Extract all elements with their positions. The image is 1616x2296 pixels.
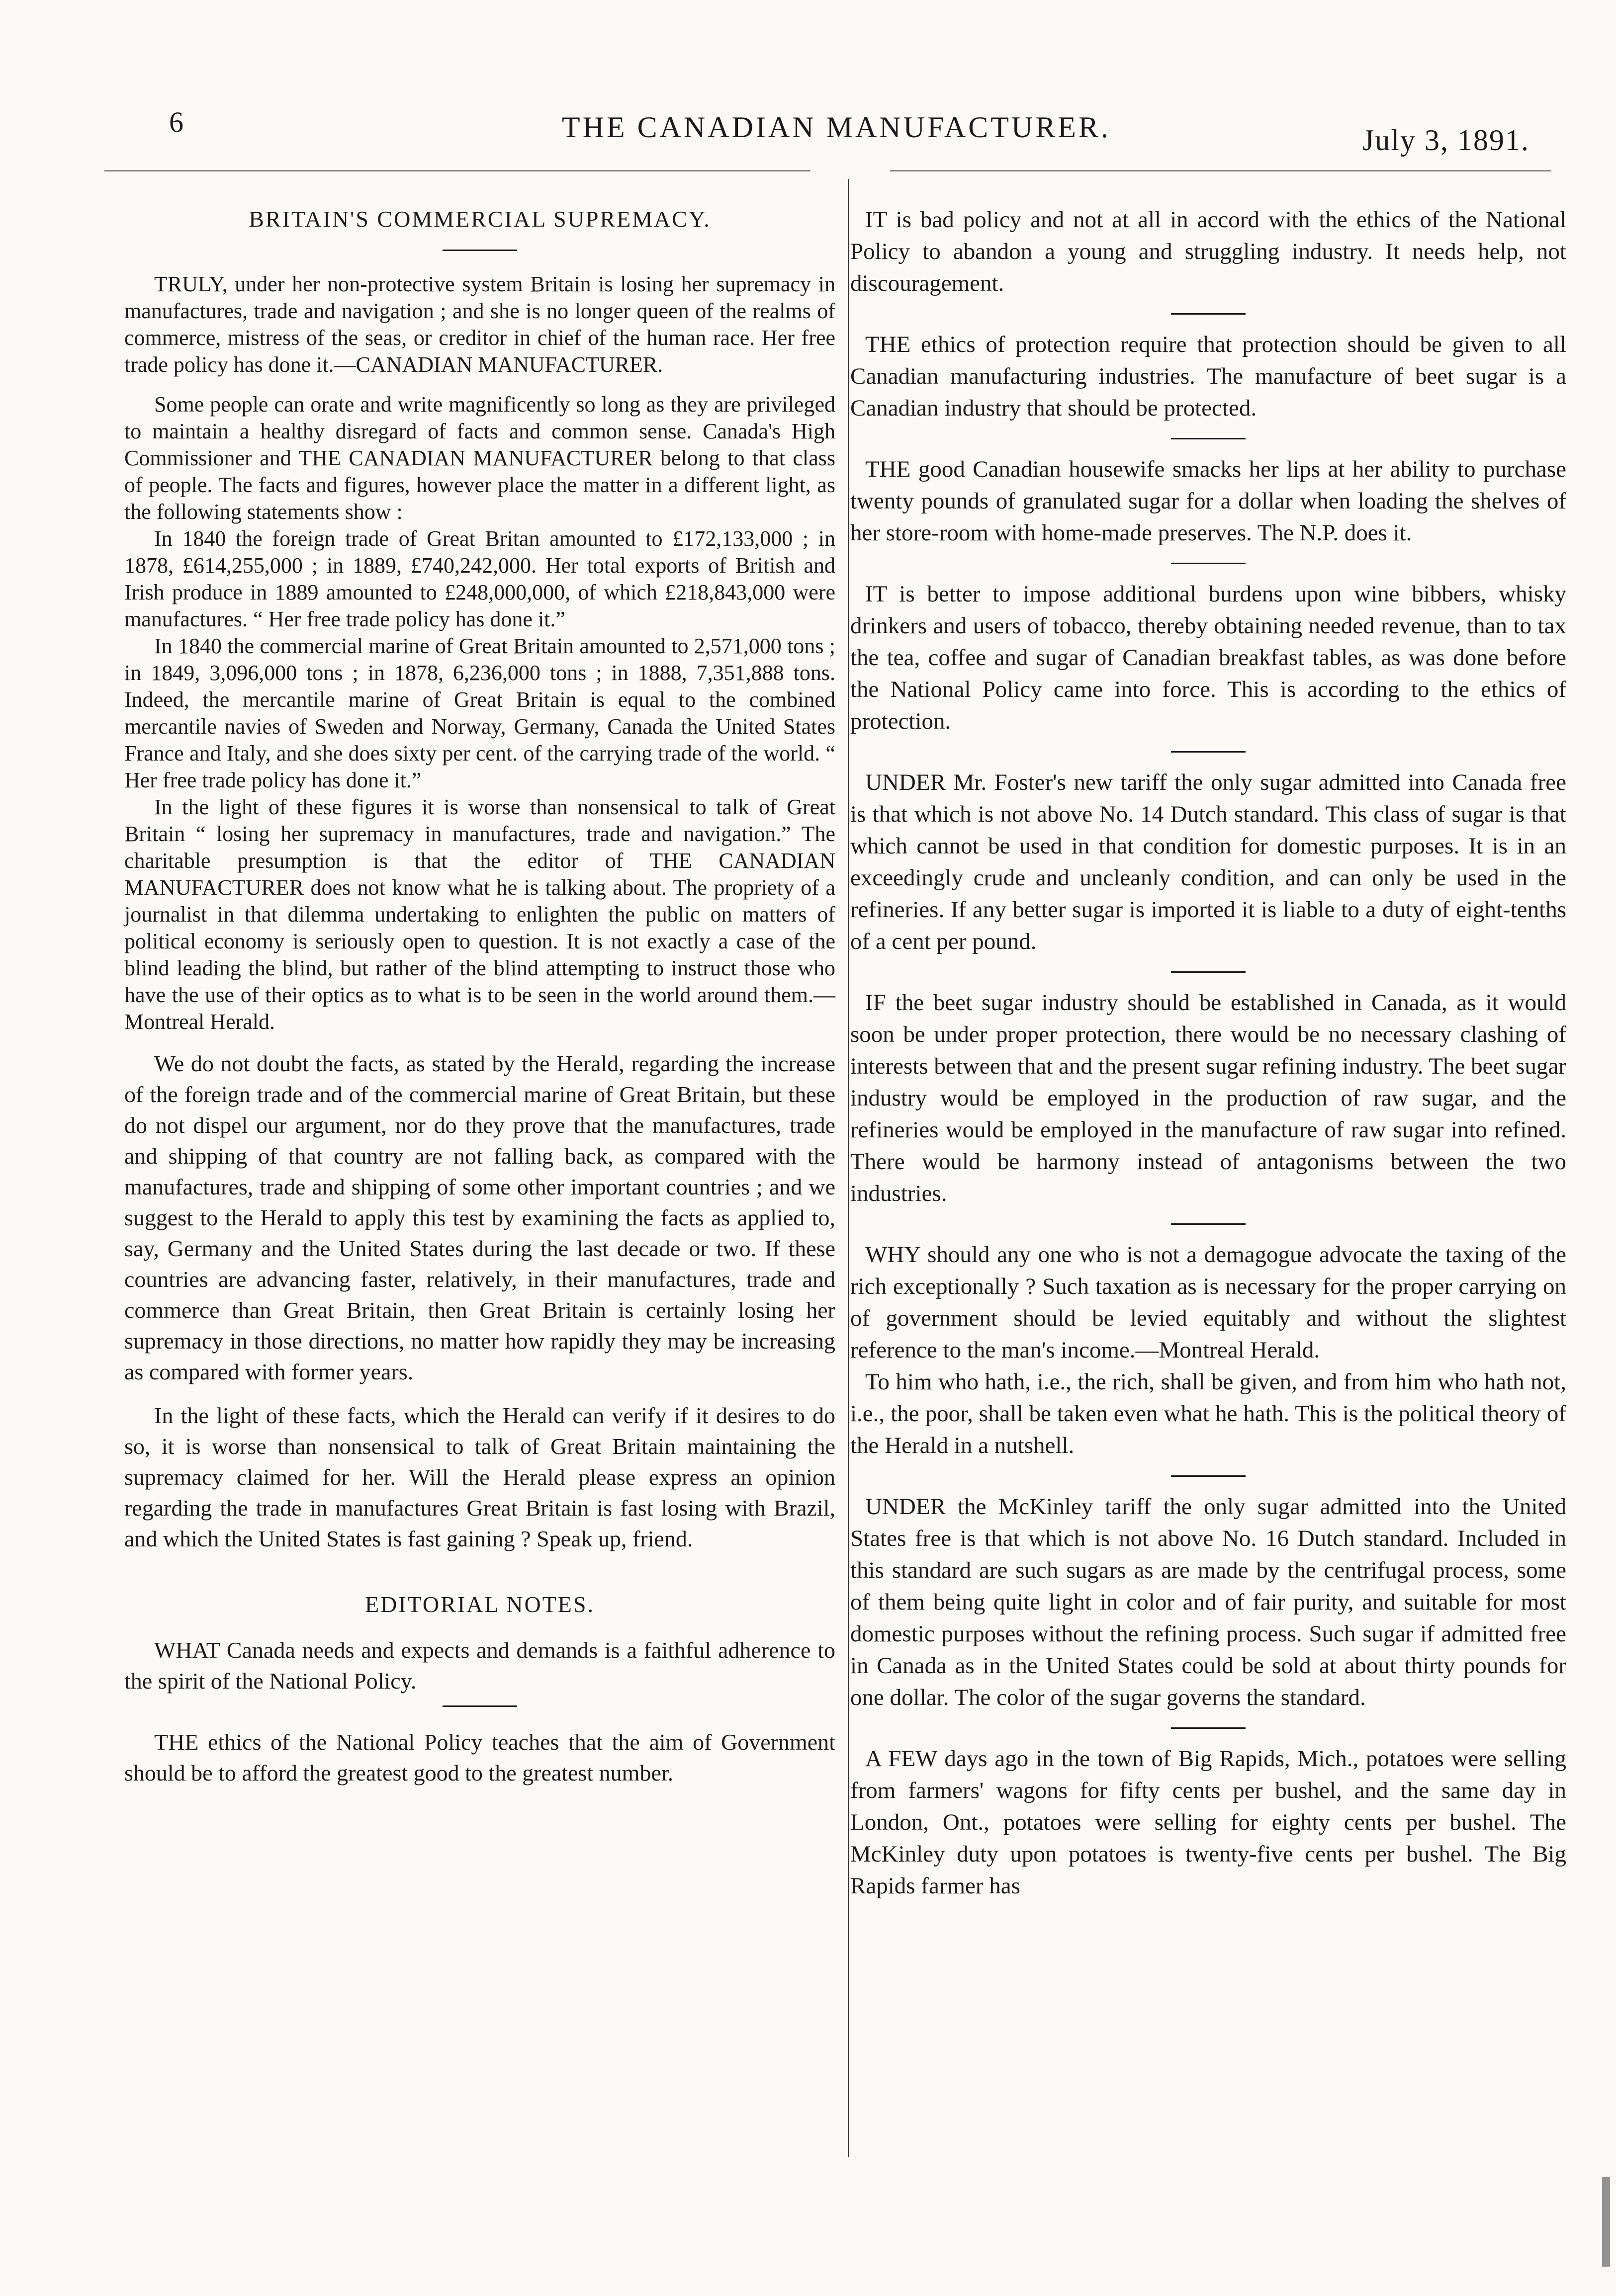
note-rule [1171, 751, 1246, 753]
editorial-note: IT is better to impose additional burdens upon wine bibbers, whisky drinkers and users of tobacco, thereby obtaining needed revenue, than to tax the tea, coffee and sugar of Canadian breakfast tables, as was done before the National Policy came into force. This is according to the ethics of protection. [850, 581, 1566, 734]
article-paragraph: In 1840 the foreign trade of Great Britan amounted to £172,133,000 ; in 1878, £614,255,000 ; in 1889, £740,242,000. Her total exports of British and Irish produce in 1889 amounted to £248,000,000, of which £218,843,000 were manufactures. “ Her free trade policy has done it.” [124, 526, 835, 631]
left-column [124, 199, 835, 1788]
note-rule [1171, 1223, 1246, 1225]
note-rule [1171, 1475, 1246, 1477]
issue-date: July 3, 1891. [1362, 124, 1530, 157]
article-paragraph: In the light of these figures it is worse than nonsensical to talk of Great Britain “ losing her supremacy in manufactures, trade and navigation.” The charitable presumption is that the editor of THE CANADIAN MANUFACTURER does not know what he is talking about. The propriety of a journalist in that dilemma undertaking to enlighten the public on matters of political economy is seriously open to question. It is not exactly a case of the blind leading the blind, but rather of the blind attempting to instruct those who have the use of their optics as to what is to be seen in the world around them.—Montreal Herald. [124, 795, 835, 1034]
article-title: BRITAIN'S COMMERCIAL SUPREMACY. [249, 206, 711, 232]
editorial-note: WHY should any one who is not a demagogue advocate the taxing of the rich exceptionally ? Such taxation as is necessary for the proper carrying on of government should be levied equitably and without the slightest reference to the man's income.—Montreal Herald. [850, 1242, 1566, 1363]
page-number: 6 [169, 106, 183, 138]
page-edge-mark [1602, 2177, 1610, 2267]
masthead [0, 0, 1616, 164]
editorial-note: To him who hath, i.e., the rich, shall be given, and from him who hath not, i.e., the poor, shall be taken even what he hath. This is the political theory of the Herald in a nutshell. [850, 1369, 1566, 1458]
editorial-note: UNDER Mr. Foster's new tariff the only sugar admitted into Canada free is that which is not above No. 14 Dutch standard. This class of sugar is that which cannot be used in that condition for domestic purposes. It is in an exceedingly crude and uncleanly condition, and can only be used in the refineries. If any better sugar is imported it is liable to a duty of eight-tenths of a cent per pound. [850, 769, 1566, 954]
editorial-note: WHAT Canada needs and expects and demands is a faithful adherence to the spirit of the National Policy. [124, 1637, 835, 1694]
note-rule [1171, 313, 1246, 315]
article-paragraph: We do not doubt the facts, as stated by the Herald, regarding the increase of the foreign trade and of the commercial marine of Great Britain, but these do not dispel our argument, nor do they prove that the manufactures, trade and shipping of that country are not falling back, as compared with the manufactures, trade and shipping of some other important countries ; and we suggest to the Herald to apply this test by examining the facts as applied to, say, Germany and the United States during the last decade or two. If these countries are advancing faster, relatively, in their manufactures, trade and commerce than Great Britain, then Great Britain is certainly losing her supremacy in those directions, no matter how rapidly they may be increasing as compared with former years. [124, 1051, 835, 1384]
journal-title: THE CANADIAN MANUFACTURER. [562, 111, 1111, 144]
note-rule [1171, 971, 1246, 973]
header-rule [890, 170, 1551, 171]
section-title: EDITORIAL NOTES. [365, 1592, 595, 1617]
article-paragraph: In the light of these facts, which the Herald can verify if it desires to do so, it is worse than nonsensical to talk of Great Britain maintaining the supremacy claimed for her. Will the Herald please express an opinion regarding the trade in manufactures Great Britain is fast losing with Brazil, and which the United States is fast gaining ? Speak up, friend. [124, 1403, 835, 1551]
article-paragraph: In 1840 the commercial marine of Great Britain amounted to 2,571,000 tons ; in 1849, 3,096,000 tons ; in 1878, 6,236,000 tons ; in 1888, 7,351,888 tons. Indeed, the mercantile marine of Great Britain is equal to the combined mercantile navies of Sweden and Norway, Germany, Canada the United States France and Italy, and she does sixty per cent. of the carrying trade of the world. “ Her free trade policy has done it.” [124, 634, 835, 792]
editorial-note: IF the beet sugar industry should be established in Canada, as it would soon be under proper protection, there would be no necessary clashing of interests between that and the present sugar refining industry. The beet sugar industry would be employed in the production of raw sugar, and the refineries would be employed in the manufacture of raw sugar into refined. There would be harmony instead of antagonisms between the two industries. [850, 990, 1566, 1206]
note-rule [1171, 1727, 1246, 1729]
note-rule [1171, 563, 1246, 564]
right-column [850, 204, 1566, 1902]
article-paragraph: TRULY, under her non-protective system Britain is losing her supremacy in manufactures, trade and navigation ; and she is no longer queen of the realms of commerce, mistress of the seas, or creditor in chief of the human race. Her free trade policy has done it.—CANADIAN MANUFACTURER. [124, 272, 835, 377]
editorial-note: A FEW days ago in the town of Big Rapids, Mich., potatoes were selling from farmers' wagons for fifty cents per bushel, and the same day in London, Ont., potatoes were selling for eighty cents per bushel. The McKinley duty upon potatoes is twenty-five cents per bushel. The Big Rapids farmer has [850, 1746, 1566, 1899]
header-rule [104, 170, 810, 171]
editorial-note: THE ethics of protection require that protection should be given to all Canadian manufacturing industries. The manufacture of beet sugar is a Canadian industry that should be protected. [850, 332, 1566, 421]
editorial-note: THE good Canadian housewife smacks her lips at her ability to purchase twenty pounds of granulated sugar for a dollar when loading the shelves of her store-room with home-made preserves. The N.P. does it. [850, 456, 1566, 546]
section-rule [443, 250, 517, 251]
editorial-note: THE ethics of the National Policy teaches that the aim of Government should be to afford the greatest good to the greatest number. [124, 1729, 835, 1786]
note-rule [1171, 438, 1246, 439]
editorial-note: IT is bad policy and not at all in accord with the ethics of the National Policy to abandon a young and struggling industry. It needs help, not discouragement. [850, 207, 1566, 296]
section-rule [443, 1705, 517, 1707]
article-paragraph: Some people can orate and write magnificently so long as they are privileged to maintain a healthy disregard of facts and common sense. Canada's High Commissioner and THE CANADIAN MANUFACTURER belong to that class of people. The facts and figures, however place the matter in a different light, as the following statements show : [124, 392, 835, 524]
column-divider [848, 179, 849, 2157]
editorial-note: UNDER the McKinley tariff the only sugar admitted into the United States free is that which is not above No. 16 Dutch standard. Included in this standard are such sugars as are made by the centrifugal process, some of them being quite light in color and of fair purity, and suitable for most domestic purposes without the refining process. Such sugar if admitted free in Canada as in the United States could be sold at about thirty pounds for one dollar. The color of the sugar governs the standard. [850, 1494, 1566, 1710]
